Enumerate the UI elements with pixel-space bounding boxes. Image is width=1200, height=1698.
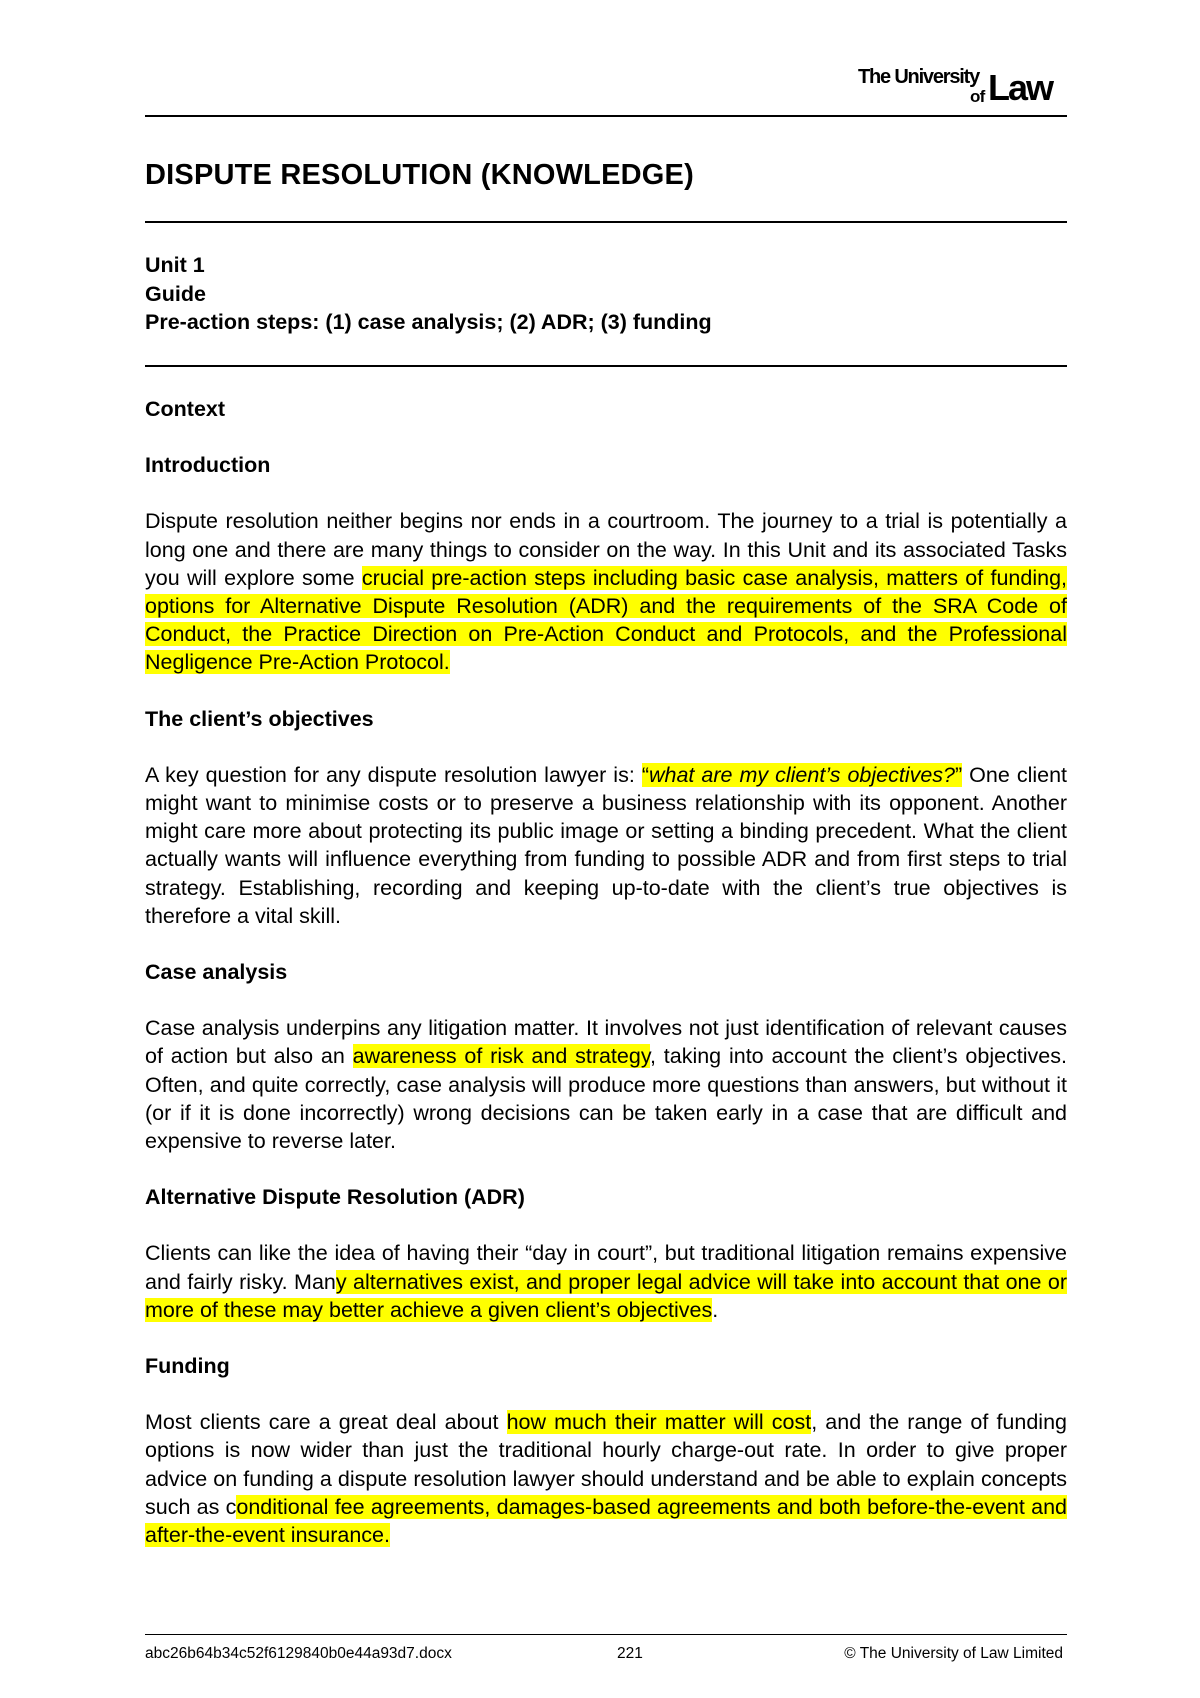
- highlight-objectives-quote: “what are my client’s objectives?”: [641, 762, 963, 787]
- adr-paragraph: Clients can like the idea of having their “day in court”, but traditional litigation remains expensive and fairly risky. Many alternatives exist, and proper legal advice will take into account that one or more of these may better achieve a given client’s objectives.: [145, 1241, 1068, 1322]
- highlight-funding-agreements: onditional fee agreements, damages-based agreements and both before-the-event and after-the-event insurance.: [145, 1494, 1067, 1548]
- footer-page-number: 221: [617, 1645, 643, 1662]
- section-heading-funding: Funding: [145, 1354, 230, 1379]
- header-divider: [145, 115, 1067, 117]
- footer-divider: [145, 1634, 1067, 1635]
- title-divider: [145, 221, 1067, 223]
- university-logo: [858, 63, 1068, 108]
- highlight-introduction: crucial pre-action steps including basic case analysis, matters of funding, options for Alternative Dispute Resolution (ADR) and the requirements of the SRA Code of Conduct, the Practice Direction on Pre-Action Conduct and Protocols, and the Professional Negligence Pre-Action Protocol.: [145, 565, 1068, 675]
- page-footer: [145, 1642, 1067, 1666]
- unit-subtitle: Pre-action steps: (1) case analysis; (2) ADR; (3) funding: [145, 310, 712, 334]
- unit-divider: [145, 365, 1067, 367]
- unit-info: [145, 251, 1067, 337]
- highlight-funding-cost: how much their matter will cost: [506, 1410, 812, 1435]
- introduction-paragraph: Dispute resolution neither begins nor ends in a courtroom. The journey to a trial is potentially a long one and there are many things to consider on the way. In this Unit and its associated Tasks you will explore some crucial pre-action steps including basic case analysis, matters of funding, options for Alternative Dispute Resolution (ADR) and the requirements of the SRA Code of Conduct, the Practice Direction on Pre-Action Conduct and Protocols, and the Professional Negligence Pre-Action Protocol.: [145, 509, 1068, 675]
- unit-type: Guide: [145, 281, 206, 306]
- footer-copyright: © The University of Law Limited: [844, 1645, 1063, 1662]
- highlight-case-analysis: awareness of risk and strategy: [352, 1044, 650, 1069]
- logo-line-2: of: [970, 87, 985, 106]
- section-heading-objectives: The client’s objectives: [145, 706, 374, 731]
- section-heading-adr: Alternative Dispute Resolution (ADR): [145, 1185, 525, 1210]
- funding-paragraph: Most clients care a great deal about how much their matter will cost, and the range of funding options is now wider than just the traditional hourly charge-out rate. In order to give proper advice on funding a dispute resolution lawyer should understand and be able to explain concepts such as conditional fee agreements, damages-based agreements and both before-the-event and after-the-event insurance.: [145, 1410, 1067, 1548]
- case-analysis-paragraph: Case analysis underpins any litigation matter. It involves not just identification of relevant causes of action but also an awareness of risk and strategy, taking into account the client’s objectives. Often, and quite correctly, case analysis will produce more questions than answers, but without it (or if it is done incorrectly) wrong decisions can be taken early in a case that are difficult and expensive to reverse later.: [145, 1016, 1067, 1154]
- section-heading-context: Context: [145, 397, 226, 421]
- section-heading-case-analysis: Case analysis: [145, 960, 288, 985]
- document-body: [145, 395, 1067, 1577]
- logo-line-1: The University: [858, 66, 980, 88]
- section-heading-introduction: Introduction: [145, 453, 271, 478]
- objectives-paragraph: A key question for any dispute resolution lawyer is: “what are my client’s objectives?” One client might want to minimise costs or to preserve a business relationship with its opponent. Another might care more about protecting its public image or setting a binding precedent. What the client actually wants will influence everything from funding to possible ADR and from first steps to trial strategy. Establishing, recording and keeping up-to-date with the client’s true objectives is therefore a vital skill.: [145, 762, 1068, 928]
- document-title: DISPUTE RESOLUTION (KNOWLEDGE): [145, 159, 694, 191]
- footer-filename: abc26b64b34c52f6129840b0e44a93d7.docx: [145, 1645, 452, 1662]
- highlight-adr: y alternatives exist, and proper legal advice will take into account that one or more of these may better achieve a given client’s objectives: [145, 1269, 1068, 1322]
- unit-number: Unit 1: [145, 253, 205, 277]
- logo-line-3: Law: [988, 67, 1053, 108]
